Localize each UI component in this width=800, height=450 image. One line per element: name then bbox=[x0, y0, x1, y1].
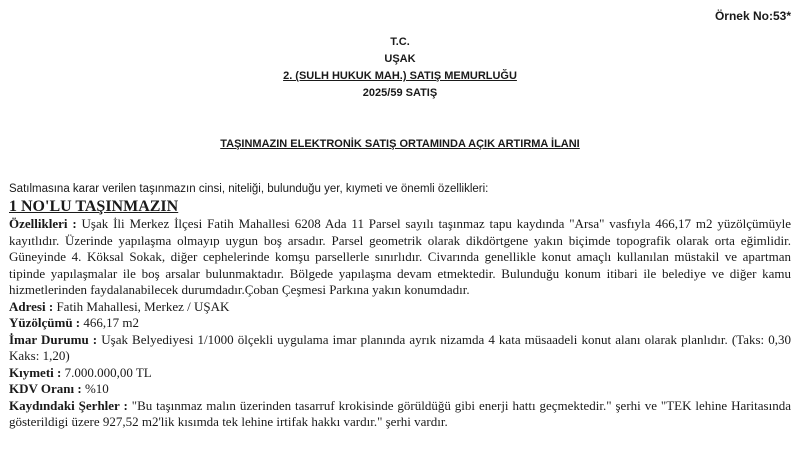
vat-label: KDV Oranı : bbox=[9, 381, 82, 396]
property-section bbox=[9, 198, 791, 431]
property-title: 1 NO'LU TAŞINMAZIN bbox=[9, 198, 179, 215]
announcement-title: TAŞINMAZIN ELEKTRONİK SATIŞ ORTAMINDA AÇIK ARTIRMA İLANI bbox=[220, 138, 580, 150]
address-label: Adresi : bbox=[9, 298, 54, 314]
vat-value: %10 bbox=[81, 381, 109, 396]
conditions-paragraph bbox=[9, 398, 791, 431]
header-file-number: 2025/59 SATIŞ bbox=[362, 87, 438, 99]
conditions-label: Kaydındaki Şerhler : bbox=[9, 397, 128, 413]
area-paragraph bbox=[9, 315, 791, 332]
zoning-paragraph bbox=[9, 332, 791, 365]
zoning-label: İmar Durumu : bbox=[9, 331, 98, 347]
value-amount: 7.000.000,00 TL bbox=[61, 364, 152, 380]
zoning-value: Uşak Belyediyesi 1/1000 ölçekli uygulama imar planında ayrık nizamda 4 kata müsaadeli konut alanı olarak planlıdır. (Taks: 0,30 Kaks: 1,20) bbox=[9, 331, 791, 363]
document-header bbox=[0, 34, 800, 102]
value-label: Kıymeti : bbox=[9, 364, 62, 380]
address-value: Fatih Mahallesi, Merkez / UŞAK bbox=[53, 298, 230, 314]
area-label: Yüzölçümü : bbox=[9, 315, 81, 330]
header-city: UŞAK bbox=[384, 53, 416, 65]
features-paragraph bbox=[9, 216, 791, 299]
vat-paragraph bbox=[9, 381, 791, 398]
conditions-value: "Bu taşınmaz malın üzerinden tasarruf krokisinde görüldüğü gibi enerji hattı geçmektedir." şerhi ve "TEK lehine Haritasında gösterildigi üzere 927,52 m2'lik kısımda tek lehine irtifak hakkı vardır." şerhi vardır. bbox=[9, 397, 791, 429]
sample-number: Örnek No:53* bbox=[714, 9, 791, 23]
header-country: T.C. bbox=[390, 36, 410, 48]
header-office: 2. (SULH HUKUK MAH.) SATIŞ MEMURLUĞU bbox=[283, 70, 517, 82]
features-value: Uşak İli Merkez İlçesi Fatih Mahallesi 6208 Ada 11 Parsel sayılı taşınmaz tapu kaydında "Arsa" vasfıyla 466,17 m2 yüzölçümüyle kayıtlıdır. Üzerinde yapılaşma olmayıp uygun boş arsadır. Parsel geometrik olarak dikdörtgene yakın biçimde topografik olarak orta eğimlidir. Güneyinde 4. Köksal Sokak, diğer cephelerinde komşu parsellerle sınırlıdır. Civarında genellikle konut amaçlı kullanılan müstakil ve apartman tipinde yapılaşmalar ile boş arsalar bulunmaktadır. Bölgede yapılaşma devam etmektedir. Bulunduğu konum itibari ile belediye ve diğer kamu hizmetlerinden faydalanabilecek durumdadır.Çoban Çeşmesi Parkına yakın konumdadır. bbox=[9, 216, 791, 297]
address-paragraph bbox=[9, 299, 791, 316]
area-value: 466,17 m2 bbox=[80, 315, 140, 330]
intro-text: Satılmasına karar verilen taşınmazın cinsi, niteliği, bulunduğu yer, kıymeti ve önemli özellikleri: bbox=[9, 183, 489, 195]
value-paragraph bbox=[9, 365, 791, 382]
features-label: Özellikleri : bbox=[9, 216, 77, 231]
